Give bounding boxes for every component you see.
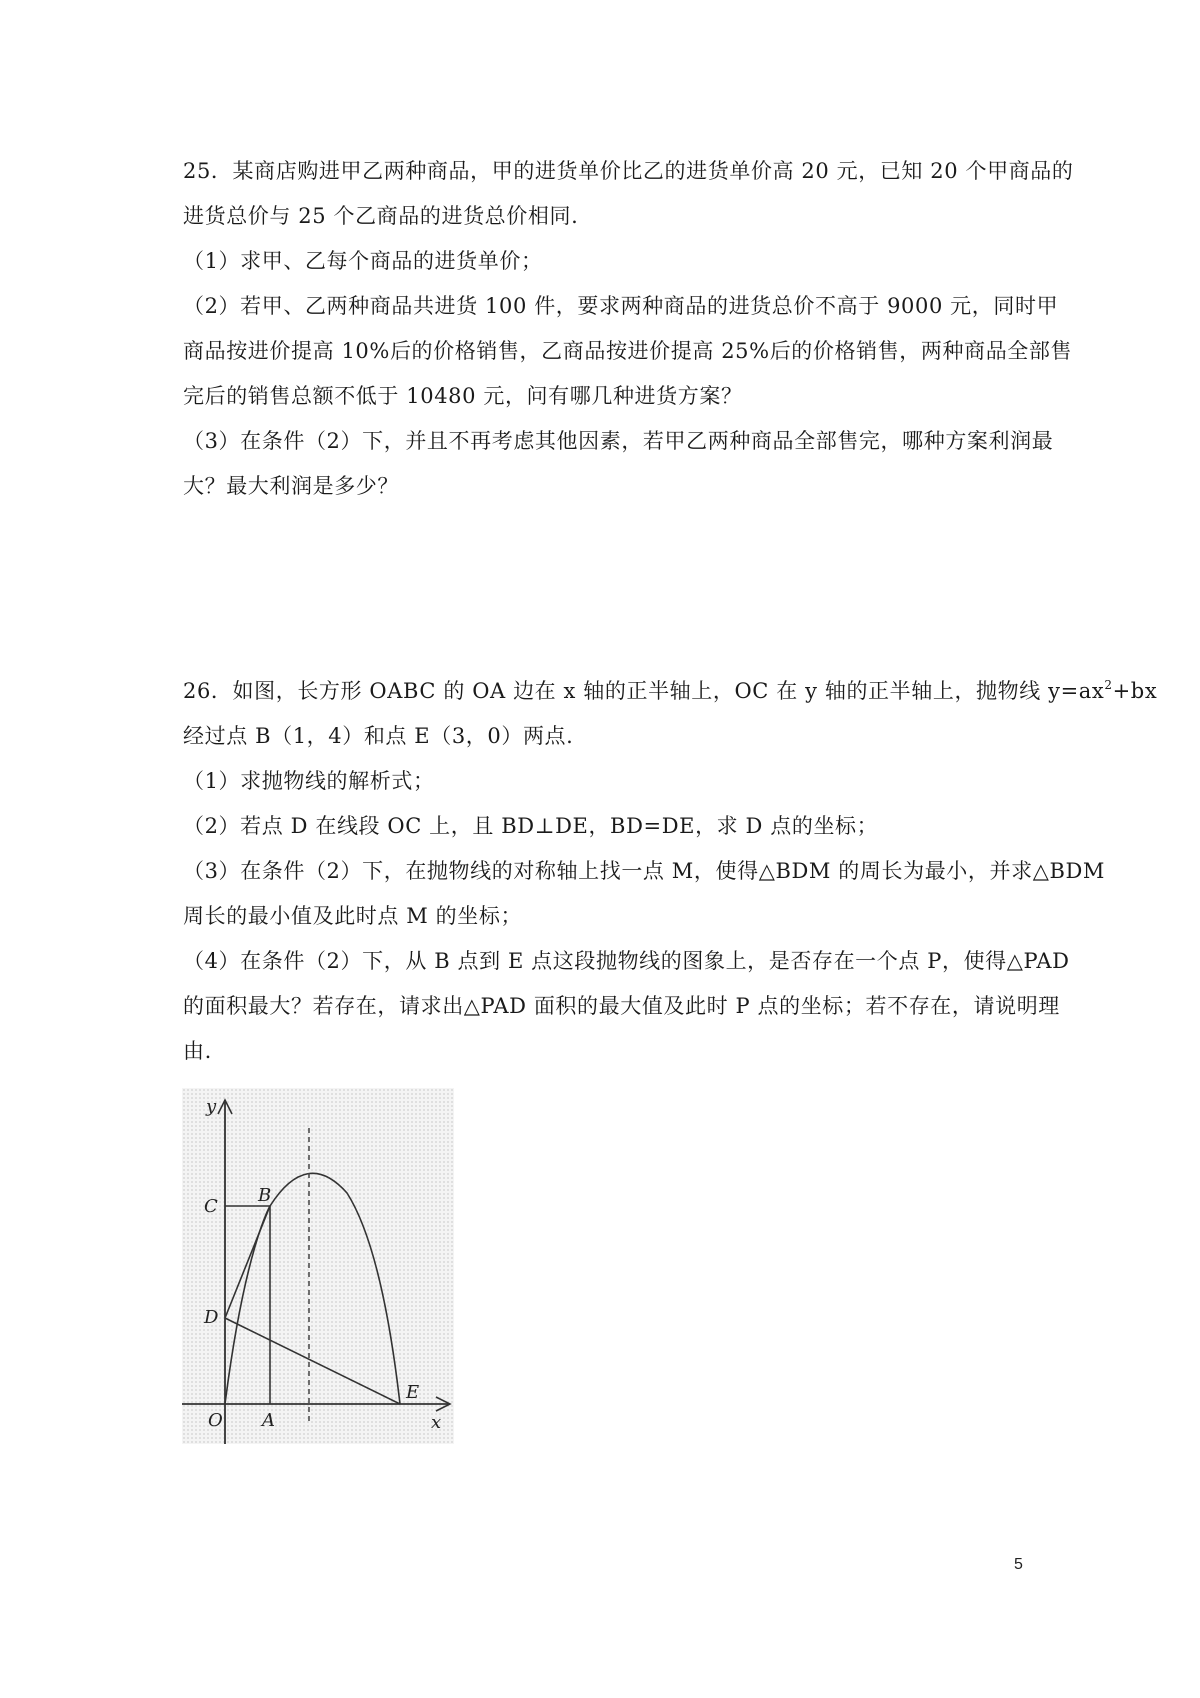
- segment-de: [225, 1318, 400, 1404]
- label-y: y: [206, 1096, 217, 1117]
- q26-part-4-line-1: （4）在条件（2）下，从 B 点到 E 点这段抛物线的图象上，是否存在一个点 P，使得△PAD: [183, 949, 1070, 973]
- q25-part-2-line-2: 商品按进价提高 10%后的价格销售，乙商品按进价提高 25%后的价格销售，两种商品全部售: [183, 339, 1073, 363]
- q26-line-1-tail: +bx: [1112, 679, 1158, 703]
- label-x: x: [431, 1412, 442, 1433]
- q26-part-4-line-3: 由.: [183, 1039, 212, 1063]
- q25-part-1: （1）求甲、乙每个商品的进货单价；: [183, 249, 543, 273]
- q26-line-1-text: 26．如图，长方形 OABC 的 OA 边在 x 轴的正半轴上，OC 在 y 轴的正半轴上，抛物线 y=ax: [183, 679, 1105, 703]
- q26-line-1: [183, 676, 1157, 706]
- q26-line-2: 经过点 B（1，4）和点 E（3，0）两点.: [183, 724, 574, 748]
- q25-part-2-line-1: （2）若甲、乙两种商品共进货 100 件，要求两种商品的进货总价不高于 9000 元，同时甲: [183, 294, 1059, 318]
- q26-part-1: （1）求抛物线的解析式；: [183, 769, 435, 793]
- label-o: O: [208, 1410, 223, 1431]
- parabola-curve: [225, 1173, 400, 1404]
- label-d: D: [204, 1307, 219, 1328]
- label-b: B: [258, 1185, 272, 1206]
- label-a: A: [262, 1410, 275, 1431]
- label-e: E: [406, 1382, 420, 1403]
- segment-bd: [225, 1206, 270, 1318]
- q26-part-2: （2）若点 D 在线段 OC 上，且 BD⊥DE，BD=DE，求 D 点的坐标；: [183, 814, 879, 838]
- parabola-diagram: [182, 1088, 454, 1444]
- q26-part-4-line-2: 的面积最大？若存在，请求出△PAD 面积的最大值及此时 P 点的坐标；若不存在，请说明理: [183, 994, 1060, 1018]
- q25-line-2: 进货总价与 25 个乙商品的进货总价相同.: [183, 204, 579, 228]
- q26-part-3-line-2: 周长的最小值及此时点 M 的坐标；: [183, 904, 523, 928]
- parabola-figure: [182, 1088, 454, 1444]
- q25-part-3-line-2: 大？最大利润是多少？: [183, 474, 399, 498]
- q25-part-3-line-1: （3）在条件（2）下，并且不再考虑其他因素，若甲乙两种商品全部售完，哪种方案利润最: [183, 429, 1054, 453]
- label-c: C: [204, 1196, 218, 1217]
- q26-part-3-line-1: （3）在条件（2）下，在抛物线的对称轴上找一点 M，使得△BDM 的周长为最小，并求△BDM: [183, 859, 1106, 883]
- page-number: 5: [1014, 1556, 1023, 1573]
- q25-line-1: 25．某商店购进甲乙两种商品，甲的进货单价比乙的进货单价高 20 元，已知 20 个甲商品的: [183, 159, 1074, 183]
- q26-exponent: 2: [1104, 678, 1113, 692]
- q25-part-2-line-3: 完后的销售总额不低于 10480 元，问有哪几种进货方案？: [183, 384, 743, 408]
